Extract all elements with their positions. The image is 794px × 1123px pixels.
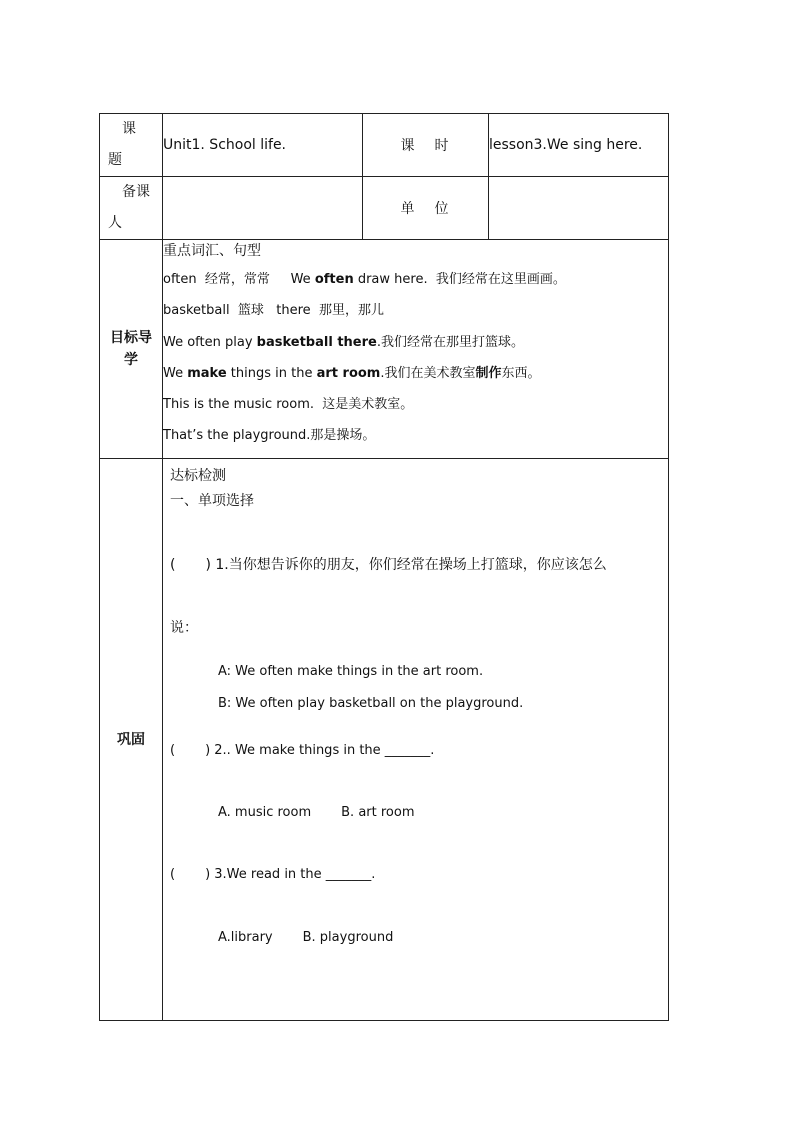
goals-line-2 xyxy=(163,295,668,326)
practice-section: 一、单项选择 xyxy=(170,493,254,509)
sentence-4-bold-make: make xyxy=(187,365,227,381)
practice-label: 巩固 xyxy=(100,459,163,1021)
sentence-4-mid: things in the xyxy=(226,365,317,381)
topic-value: Unit1. School life. xyxy=(163,114,363,177)
q3-options xyxy=(218,930,393,945)
topic-label-1: 课 xyxy=(122,121,136,137)
sentence-4-cn-post: 东西。 xyxy=(501,365,541,381)
sentence-4-bold-artroom: art room xyxy=(316,365,381,381)
q1-option-a: A: We often make things in the art room. xyxy=(218,664,484,679)
period-label-cell xyxy=(363,114,489,177)
unit-label-cell xyxy=(363,177,489,240)
goals-line-1 xyxy=(163,264,668,295)
lesson-plan-table xyxy=(99,113,669,1021)
q3-text: ) 3.We read in the _______. xyxy=(205,867,376,882)
goals-label-1: 目标导 xyxy=(110,330,152,346)
sentence-4-cn-bold: 制作 xyxy=(475,365,502,381)
sentence-3-pre: We often play xyxy=(163,334,257,350)
q2-paren-open: ( xyxy=(170,743,176,758)
unit-label-2: 位 xyxy=(434,201,451,217)
sentence-3-post: .我们经常在那里打篮球。 xyxy=(376,334,524,350)
q1-text: ) 1.当你想告诉你的朋友，你们经常在操场上打篮球，你应该怎么 xyxy=(205,557,607,573)
topic-label-2: 题 xyxy=(108,152,122,168)
vocab-often-meaning: 经常，常常 xyxy=(204,272,270,287)
q1-option-b: B: We often play basketball on the playground. xyxy=(218,696,524,711)
topic-label-cell xyxy=(100,114,163,177)
goals-heading: 重点词汇、句型 xyxy=(163,243,261,259)
sentence-1-cn: 我们经常在这里画画。 xyxy=(435,272,566,287)
vocab-there-meaning: 那里，那儿 xyxy=(318,303,384,319)
goals-line-4 xyxy=(163,358,668,389)
q2-text: ) 2.. We make things in the _______. xyxy=(205,743,435,758)
q3-option-a: A.library xyxy=(218,930,273,945)
sentence-1-post: draw here. xyxy=(353,272,428,287)
q3-paren-open: ( xyxy=(170,867,176,882)
preparer-label-2: 人 xyxy=(108,215,122,231)
topic-row xyxy=(100,114,669,177)
question-2 xyxy=(170,743,434,758)
preparer-row xyxy=(100,177,669,240)
sentence-3-bold: basketball there xyxy=(256,334,377,350)
sentence-5-cn: 这是美术教室。 xyxy=(322,397,414,413)
question-3 xyxy=(170,867,375,882)
period-label-1: 课 xyxy=(400,138,417,154)
question-1-cont: 说： xyxy=(170,620,198,636)
q1-paren-open: ( xyxy=(170,557,176,573)
q2-option-b: B. art room xyxy=(341,805,415,820)
preparer-value xyxy=(163,177,363,240)
preparer-label-cell xyxy=(100,177,163,240)
period-label-2: 时 xyxy=(434,138,451,154)
vocab-often: often xyxy=(163,272,197,287)
practice-heading: 达标检测 xyxy=(170,468,226,484)
practice-row xyxy=(100,459,669,1021)
goals-label-2: 学 xyxy=(124,352,138,368)
goals-label-cell xyxy=(100,240,163,459)
goals-content xyxy=(163,240,669,459)
sentence-5-en: This is the music room. xyxy=(163,397,315,413)
period-value: lesson3.We sing here. xyxy=(489,114,669,177)
goals-line-5 xyxy=(163,389,668,420)
vocab-basketball: basketball xyxy=(163,303,230,319)
goals-row xyxy=(100,240,669,459)
sentence-4-cn-pre: .我们在美术教室 xyxy=(380,365,476,381)
sentence-1-bold: often xyxy=(314,272,354,287)
goals-line-6: That’s the playground.那是操场。 xyxy=(163,428,376,444)
sentence-4-pre: We xyxy=(163,365,188,381)
unit-value xyxy=(489,177,669,240)
goals-line-3 xyxy=(163,327,668,358)
vocab-there: there xyxy=(276,303,311,319)
q3-option-b: B. playground xyxy=(302,930,394,945)
sentence-1-pre: We xyxy=(290,272,315,287)
unit-label-1: 单 xyxy=(400,201,417,217)
question-1 xyxy=(170,554,607,574)
practice-content xyxy=(163,459,669,1021)
q2-option-a: A. music room xyxy=(218,805,312,820)
preparer-label-1: 备课 xyxy=(122,184,150,200)
q2-options xyxy=(218,805,415,820)
vocab-basketball-meaning: 篮球 xyxy=(237,303,264,319)
